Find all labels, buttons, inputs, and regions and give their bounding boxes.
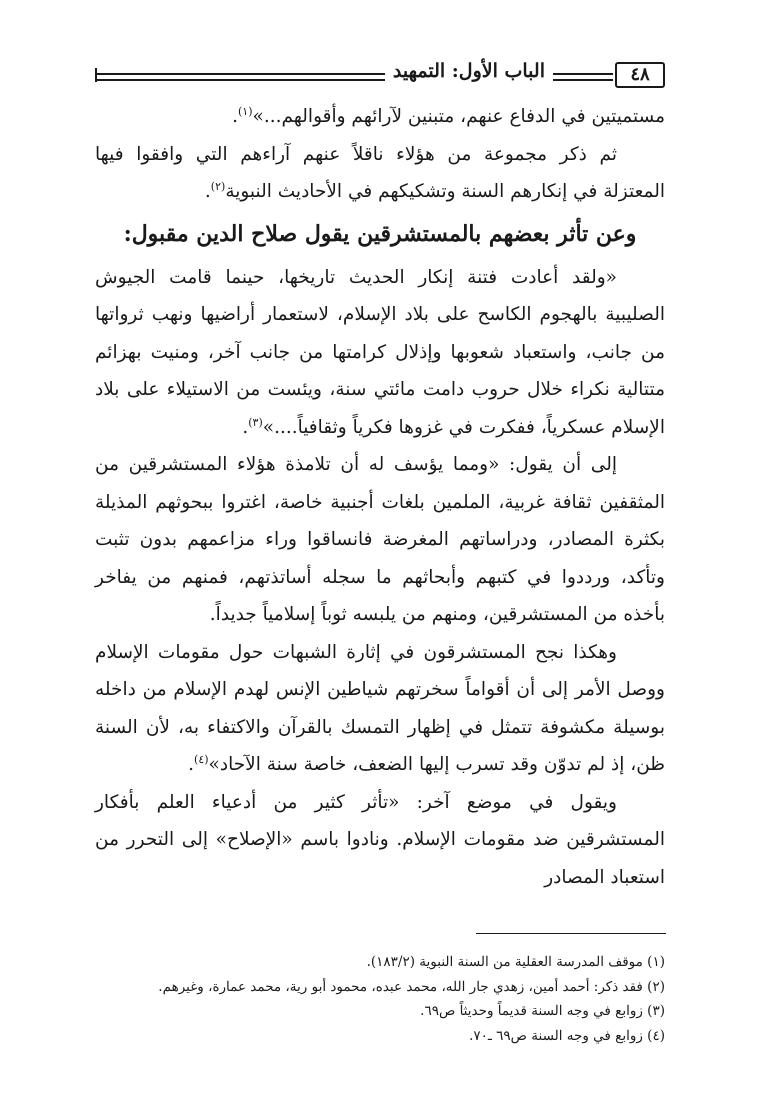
running-header <box>95 62 665 92</box>
paragraph-5: وهكذا نجح المستشرقون في إثارة الشبهات حول مقومات الإسلام ووصل الأمر إلى أن أقواماً سخرتهم شياطين الإنس لهدم الإسلام من داخله بوسيلة مكشوفة تتمثل في إظهار التمسك بالقرآن والاكتفاء به، لأن السنة ظن، إذ لم تدوّن وقد تسرب إليها الضعف، خاصة سنة الآحاد»$^{(٤)}$. <box>95 641 665 775</box>
footnote-ref-4: (٤) <box>194 753 209 766</box>
footnote-ref-2: (٢) <box>210 180 226 193</box>
paragraph-3: «ولقد أعادت فتنة إنكار الحديث تاريخها، حينما قامت الجيوش الصليبية بالهجوم الكاسح على بلاد الإسلام، لاستعمار أراضيها ونهب ثرواتها من جانب، واستعباد شعوبها وإذلال كرامتها من جانب آخر، ومنيت بهزائم متتالية نكراء خلال حروب دامت مائتي سنة، ويئست من الاستيلاء على بلاد الإسلام عسكرياً، ففكرت في غزوها فكرياً وثقافياً....»$^{(٣)}$. <box>95 266 665 438</box>
footnote-1: (١) موقف المدرسة العقلية من السنة النبوية (١٨٣/٢). <box>366 954 665 970</box>
footnote-ref-3: (٣) <box>248 415 263 429</box>
paragraph-4: إلى أن يقول: «ومما يؤسف له أن تلامذة هؤلاء المستشرقين من المثقفين ثقافة غربية، الملمين بلغات أجنبية خاصة، اغتروا ببحوثهم المذيلة بكثرة المصادر، ودراساتهم المغرضة فانساقوا وراء مزاعمهم بدون تثبت وتأكد، ورددوا في كتبهم وأبحاثهم ما سجله أساتذتهم، فمنهم من يفاخر بأخذه من المستشرقين، ومنهم من يلبسه ثوباً إسلامياً جديداً. <box>95 454 665 625</box>
footnote-ref-1: (١) <box>237 105 253 118</box>
footnote-3: (٣) زوابع في وجه السنة قديماً وحديثاً ص٦٩. <box>420 1003 665 1019</box>
footnote-separator <box>476 933 666 934</box>
footnotes <box>95 950 665 1048</box>
paragraph-2: ثم ذكر مجموعة من هؤلاء ناقلاً عنهم آراءهم التي وافقوا فيها المعتزلة في إنكارهم السنة وتشكيكهم في الأحاديث النبوية$^{(٢)}$. <box>95 143 665 202</box>
footnote-2: (٢) فقد ذكر: أحمد أمين، زهدي جار الله، محمد عبده، محمود أبو رية، محمد عمارة، وغيرهم. <box>158 978 665 995</box>
paragraph-6: ويقول في موضع آخر: «تأثر كثير من أدعياء العلم بأفكار المستشرقين ضد مقومات الإسلام. ونادوا باسم «الإصلاح» إلى التحرر من استعباد المصادر <box>95 791 665 888</box>
paragraph-1: مستميتين في الدفاع عنهم، متبنين لآرائهم وأقوالهم...»$^{(١)}$. <box>232 105 665 127</box>
page-number: ٤٨ <box>615 62 665 88</box>
section-heading: وعن تأثر بعضهم بالمستشرقين يقول صلاح الدين مقبول: <box>123 220 637 247</box>
footnote-4: (٤) زوابع في وجه السنة ص٦٩ ـ٧٠. <box>469 1027 665 1044</box>
chapter-title: الباب الأول: التمهيد <box>385 60 553 82</box>
header-rule-end <box>95 68 97 82</box>
main-text <box>95 98 665 896</box>
